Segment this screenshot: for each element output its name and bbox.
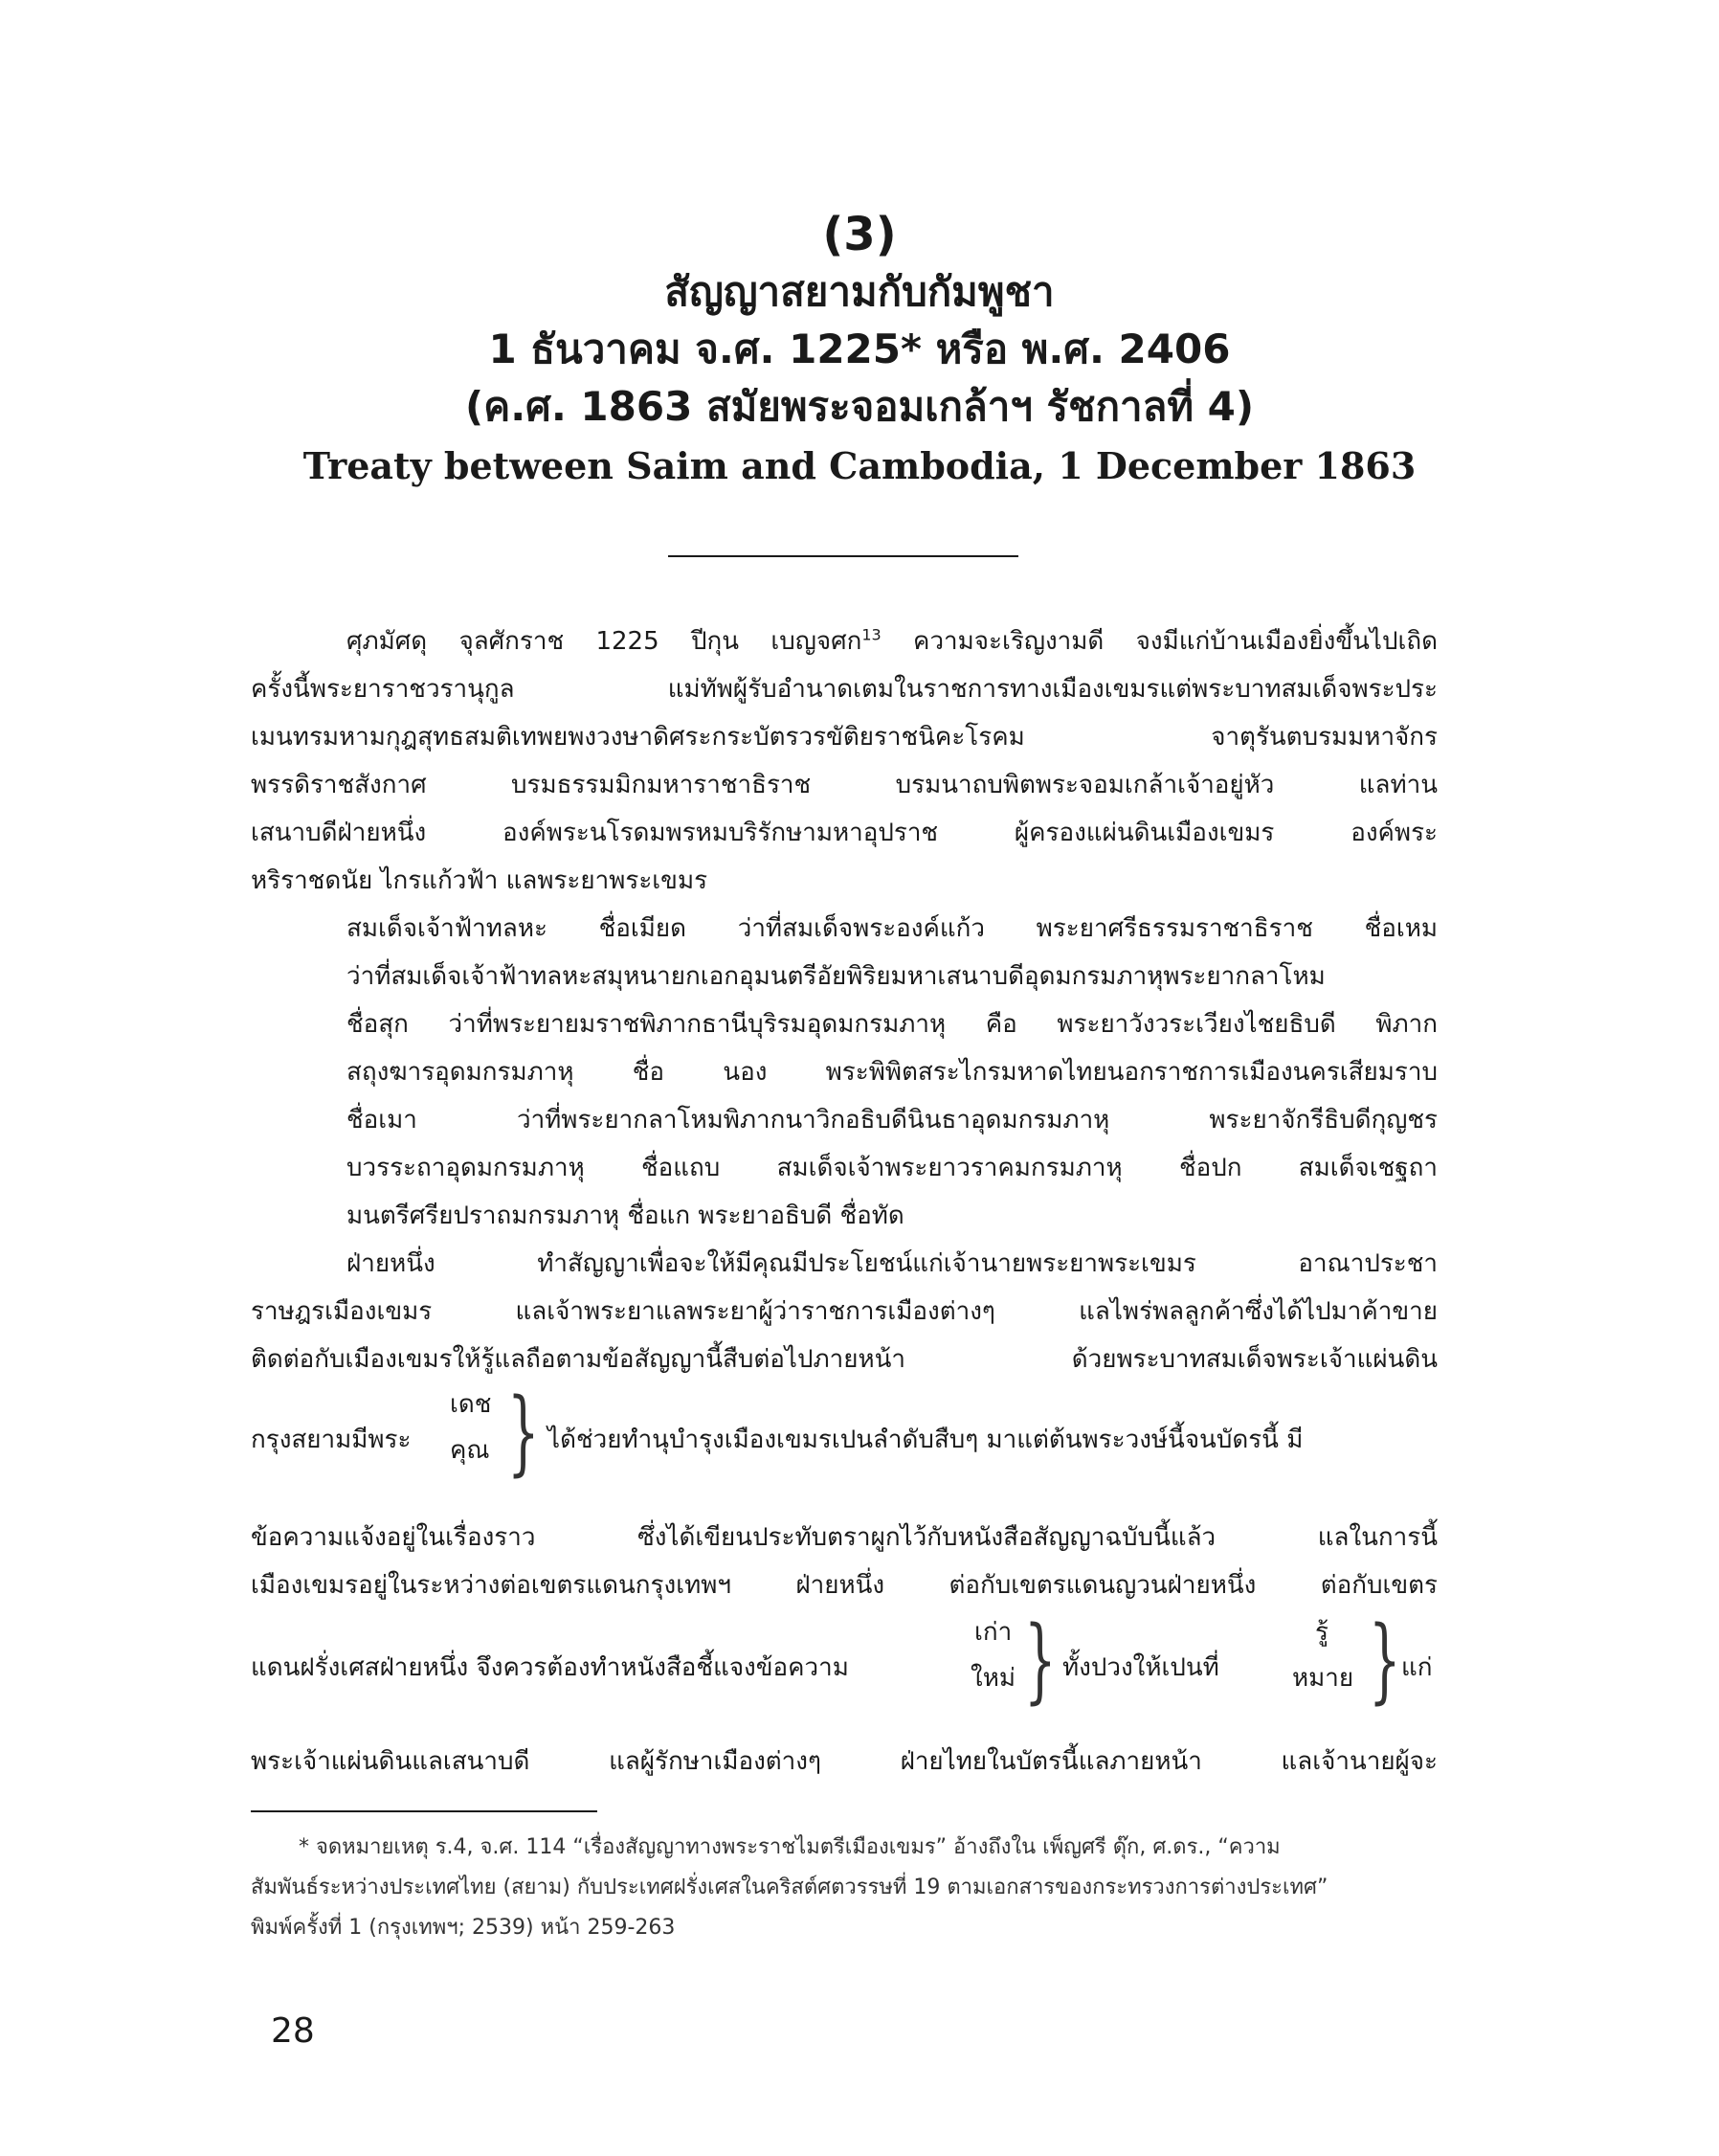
body-line: เมืองเขมรอยู่ในระหว่างต่อเขตรแดนกรุงเทพฯ ฝ่ายหนึ่ง ต่อกับเขตรแดนญวนฝ่ายหนึ่ง ต่อกับเขตร bbox=[251, 1571, 1438, 1600]
curly-brace-glyph: } bbox=[1024, 1606, 1057, 1714]
brace-suffix: ได้ช่วยทำนุบำรุงเมืองเขมรเปนลำดับสืบๆ มาแต่ต้นพระวงษ์นี้จนบัดรนี้ มี bbox=[547, 1426, 1304, 1454]
brace-prefix: กรุงสยามมีพระ bbox=[251, 1426, 412, 1454]
brace-option-bottom: คุณ bbox=[450, 1436, 490, 1465]
body-line: ว่าที่สมเด็จเจ้าฟ้าทลหะสมุหนายกเอกอุมนตรีอัยพิริยมหาเสนาบดีอุดมกรมภาหุพระยากลาโหม bbox=[346, 962, 1326, 991]
brace-middle: ทั้งปวงให้เปนที่ bbox=[1062, 1653, 1219, 1682]
body-line: ราษฎรเมืองเขมร แลเจ้าพระยาแลพระยาผู้ว่าราชการเมืองต่างๆ แลไพร่พลลูกค้าซึ่งได้ไปมาค้าขาย bbox=[251, 1297, 1438, 1326]
body-line: มนตรีศรียปราถมกรมภาหุ ชื่อแก พระยาอธิบดี ชื่อทัด bbox=[346, 1202, 904, 1230]
chapter-header bbox=[0, 206, 1719, 493]
body-line: เมนทรมหามกุฎสุทธสมติเทพยพงวงษาดิศระกระบัตรวรขัติยราชนิคะโรคม จาตุรันตบรมมหาจักร bbox=[251, 723, 1438, 752]
body-line: พรรดิราชสังกาศ บรมธรรมมิกมหาราชาธิราช บรมนาถบพิตพระจอมเกล้าเจ้าอยู่หัว แลท่าน bbox=[251, 771, 1438, 799]
brace-option-top: เก่า bbox=[974, 1618, 1013, 1647]
footnote-line: * จดหมายเหตุ ร.4, จ.ศ. 114 “เรื่องสัญญาทางพระราชไมตรีเมืองเขมร” อ้างถึงใน เพ็ญศรี ดุ๊ก, ศ.ดร., “ความ bbox=[299, 1835, 1281, 1859]
body-line: เสนาบดีฝ่ายหนึ่ง องค์พระนโรดมพรหมบริรักษามหาอุปราช ผู้ครองแผ่นดินเมืองเขมร องค์พระ bbox=[251, 819, 1438, 847]
brace-prefix: แดนฝรั่งเศสฝ่ายหนึ่ง จึงควรต้องทำหนังสือชี้แจงข้อความ bbox=[251, 1653, 849, 1682]
body-line bbox=[346, 622, 1438, 661]
body-line: พระเจ้าแผ่นดินแลเสนาบดี แลผู้รักษาเมืองต่างๆ ฝ่ายไทยในบัตรนี้แลภายหน้า แลเจ้านายผู้จะ bbox=[251, 1747, 1438, 1776]
body-line: สมเด็จเจ้าฟ้าทลหะ ชื่อเมียด ว่าที่สมเด็จพระองค์แก้ว พระยาศรีธรรมราชาธิราช ชื่อเหม bbox=[346, 914, 1438, 943]
body-line: ข้อความแจ้งอยู่ในเรื่องราว ซึ่งได้เขียนประทับตราผูกไว้กับหนังสือสัญญาฉบับนี้แล้ว แลในการนี้ bbox=[251, 1523, 1438, 1552]
body-line: ฝ่ายหนึ่ง ทำสัญญาเพื่อจะให้มีคุณมีประโยชน์แก่เจ้านายพระยาพระเขมร อาณาประชา bbox=[346, 1249, 1438, 1278]
brace-suffix: แก่ bbox=[1401, 1653, 1433, 1682]
treaty-era-thai: (ค.ศ. 1863 สมัยพระจอมเกล้าฯ รัชกาลที่ 4) bbox=[464, 383, 1255, 430]
treaty-date-thai: 1 ธันวาคม จ.ศ. 1225* หรือ พ.ศ. 2406 bbox=[488, 326, 1231, 372]
footnote-divider bbox=[251, 1810, 597, 1812]
curly-brace-glyph: } bbox=[507, 1379, 540, 1486]
brace-option-top: รู้ bbox=[1315, 1618, 1328, 1647]
brace-line-1 bbox=[251, 1379, 1438, 1493]
body-text-span: ความจะเริญงามดี จงมีแก่บ้านเมืองยิ่งขึ้นไปเถิด bbox=[881, 627, 1438, 656]
body-line: สถุงฆารอุดมกรมภาหุ ชื่อ นอง พระพิพิตสระไกรมหาดไทยนอกราชการเมืองนครเสียมราบ bbox=[346, 1058, 1438, 1087]
brace-option-bottom: หมาย bbox=[1292, 1664, 1354, 1693]
brace-line-2 bbox=[251, 1606, 1438, 1721]
footnote-line: สัมพันธ์ระหว่างประเทศไทย (สยาม) กับประเทศฝรั่งเศสในคริสต์ศตวรรษที่ 19 ตามเอกสารของกระทรวงการต่างประเทศ” bbox=[251, 1875, 1328, 1899]
brace-option-bottom: ใหม่ bbox=[971, 1664, 1016, 1693]
treaty-title-thai: สัญญาสยามกับกัมพูชา bbox=[664, 268, 1055, 315]
body-line: ครั้งนี้พระยาราชวรานุกูล แม่ทัพผู้รับอำนาดเตมในราชการทางเมืองเขมรแต่พระบาทสมเด็จพระประ bbox=[251, 675, 1438, 704]
body-line: ชื่อสุก ว่าที่พระยายมราชพิภากธานีบุริรมอุดมกรมภาหุ คือ พระยาวังวระเวียงไชยธิบดี พิภาก bbox=[346, 1010, 1438, 1039]
brace-option-top: เดช bbox=[450, 1390, 492, 1419]
body-text-span: ศุภมัศดุ จุลศักราช 1225 ปีกุน เบญจศก bbox=[346, 627, 862, 656]
chapter-number: (3) bbox=[822, 208, 897, 261]
footnote-ref: 13 bbox=[861, 625, 882, 644]
page-number: 28 bbox=[271, 2011, 315, 2051]
body-line: หริราชดนัย ไกรแก้วฟ้า แลพระยาพระเขมร bbox=[251, 866, 708, 895]
treaty-title-english: Treaty between Saim and Cambodia, 1 December 1863 bbox=[302, 444, 1417, 487]
footnote-line: พิมพ์ครั้งที่ 1 (กรุงเทพฯ; 2539) หน้า 259-263 bbox=[251, 1916, 676, 1940]
body-line: ติดต่อกับเมืองเขมรให้รู้แลถือตามข้อสัญญานี้สืบต่อไปภายหน้า ด้วยพระบาทสมเด็จพระเจ้าแผ่นดิน bbox=[251, 1345, 1438, 1374]
body-line: ชื่อเมา ว่าที่พระยากลาโหมพิภากนาวิกอธิบดีนินธาอุดมกรมภาหุ พระยาจักรีธิบดีกุญชร bbox=[346, 1106, 1438, 1134]
title-divider bbox=[668, 555, 1018, 557]
curly-brace-glyph: } bbox=[1369, 1606, 1401, 1714]
body-line: บวรระถาอุดมกรมภาหุ ชื่อแถบ สมเด็จเจ้าพระยาวราคมกรมภาหุ ชื่อปก สมเด็จเชฐถา bbox=[346, 1154, 1438, 1182]
